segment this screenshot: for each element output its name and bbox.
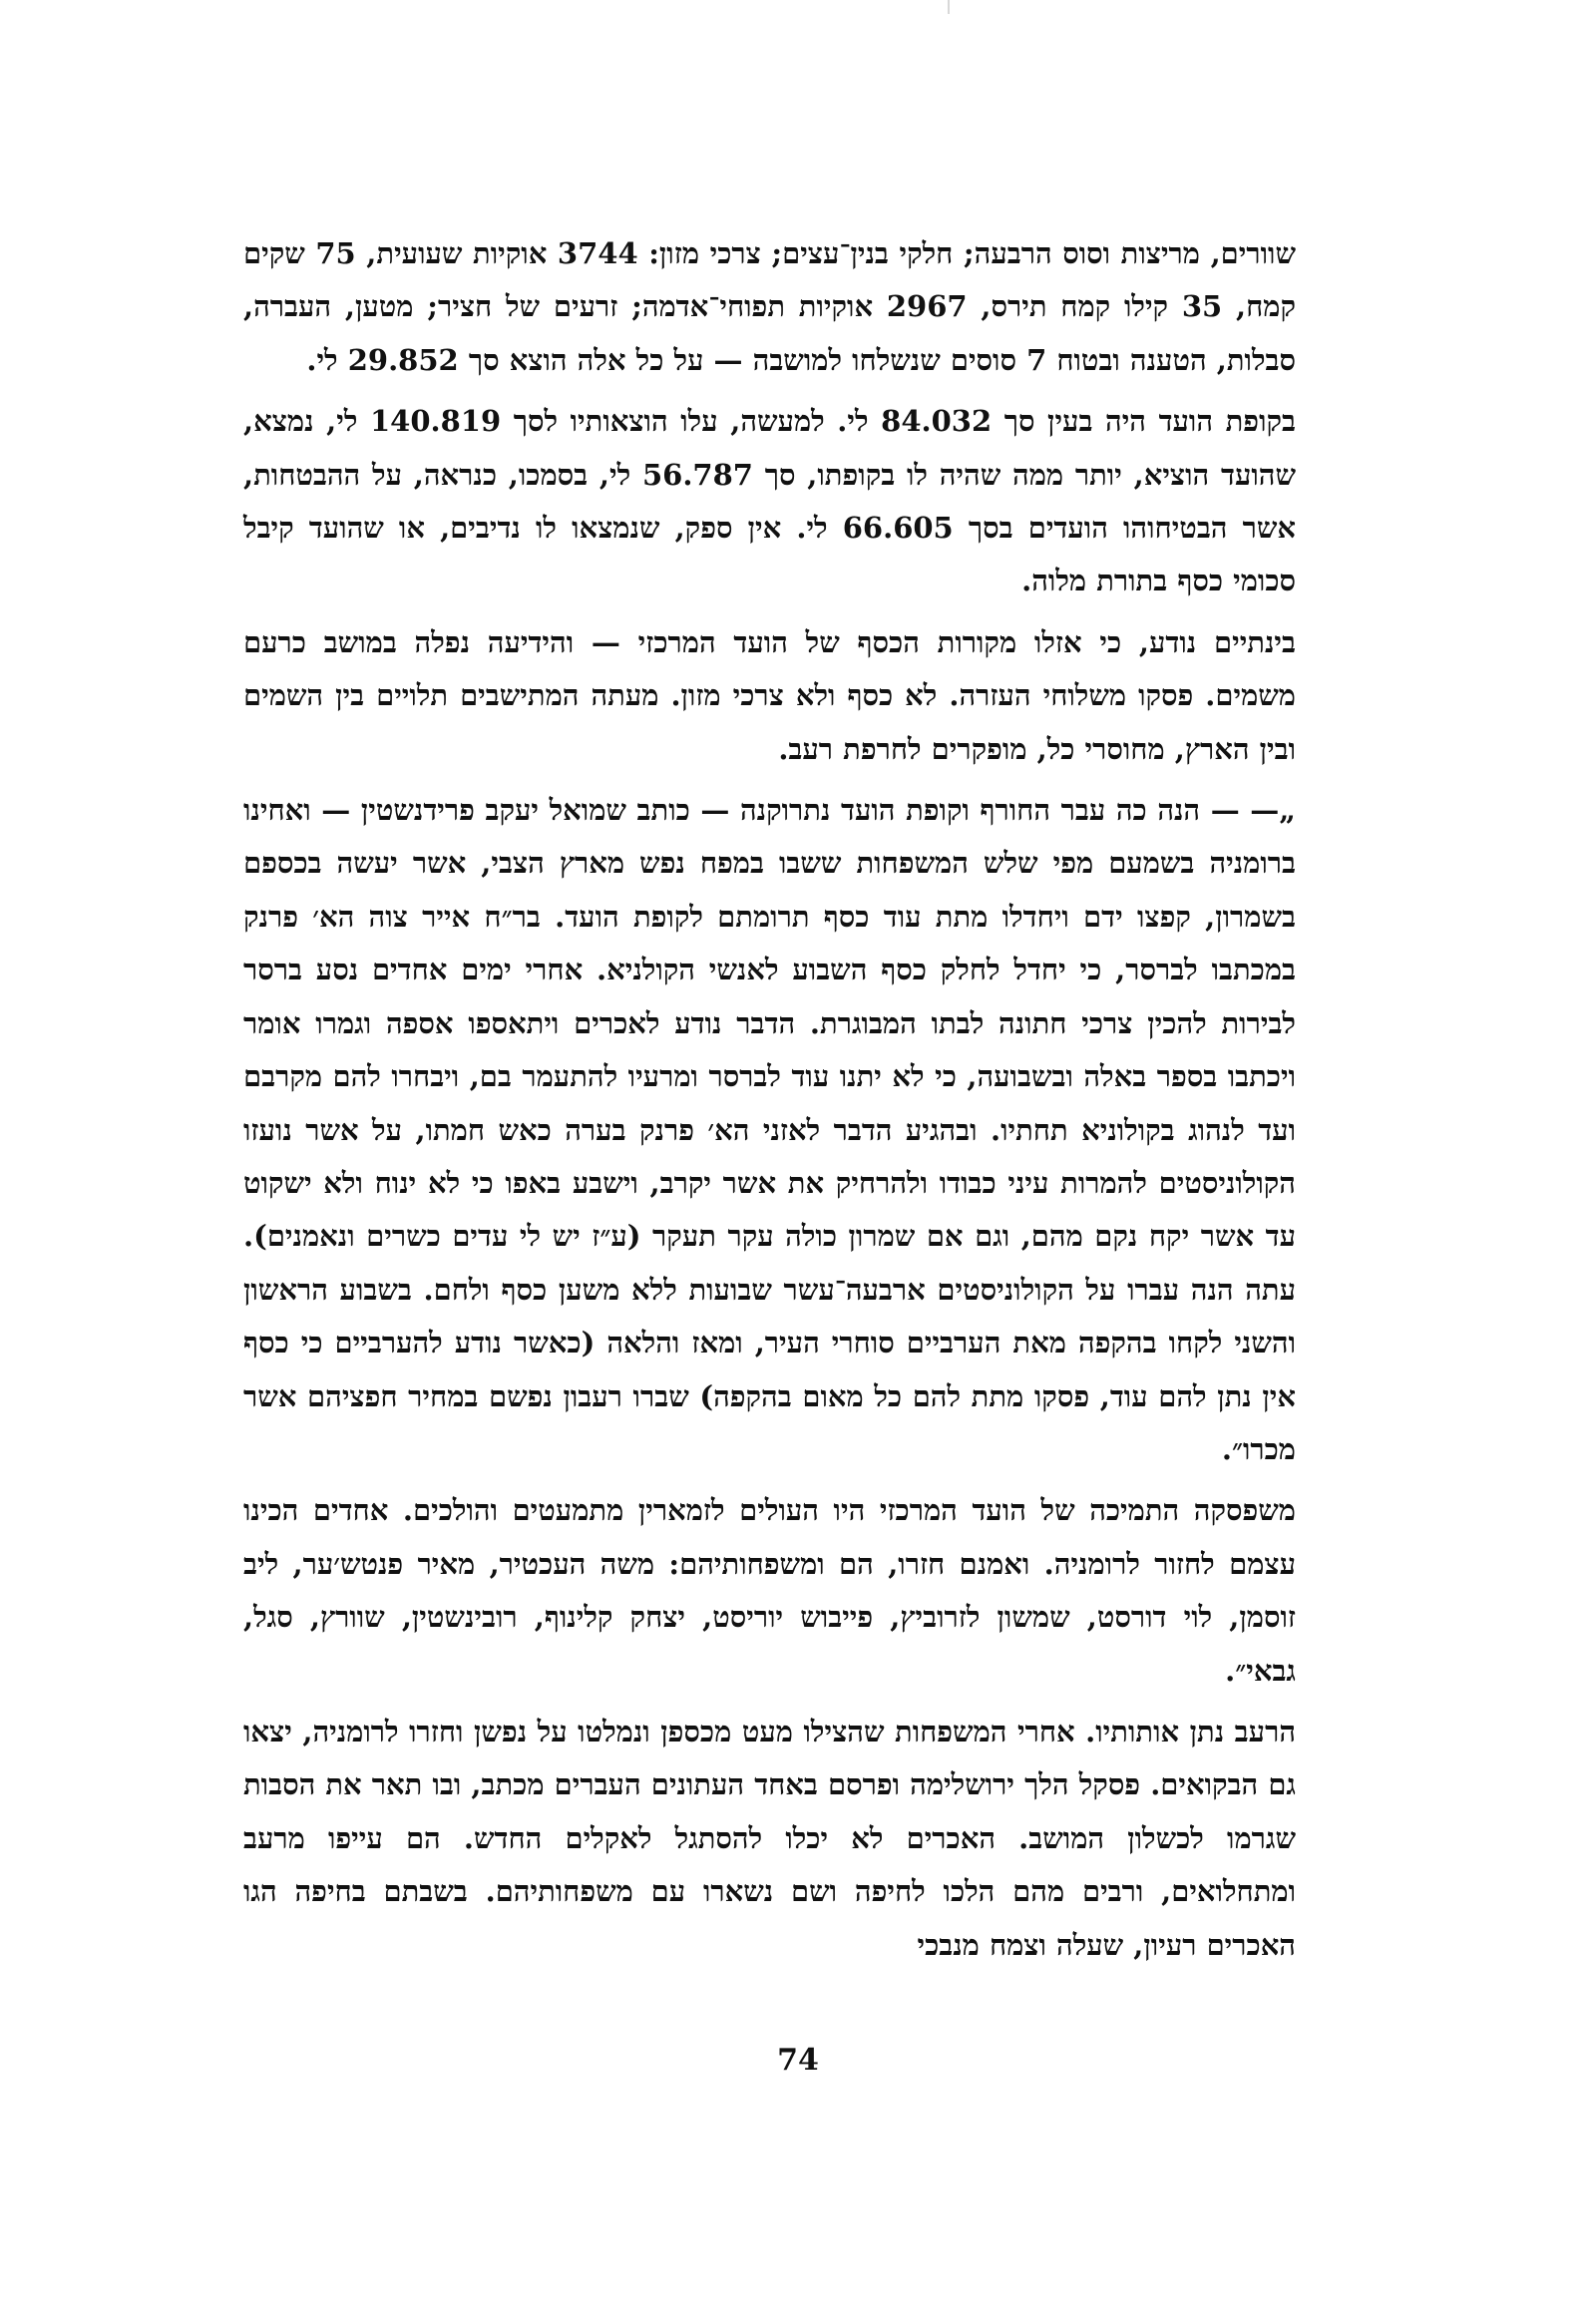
body-text [243,227,1296,1972]
paragraph-1: שוורים, מריצות וסוס הרבעה; חלקי בנין־עצים; צרכי מזון: 3744 אוקיות שעועית, 75 שקים קמח, 35 קילו קמח תירס, 2967 אוקיות תפוחי־אדמה; זרעים של חציר; מטען, העברה, סבלות, הטענה ובטוח 7 סוסים שנשלחו למושבה — על כל אלה הוצא סך 29.852 לי. [243,236,1296,377]
paragraph-5: משפסקה התמיכה של הועד המרכזי היו העולים לזמארין מתמעטים והולכים. אחדים הכינו עצמם לחזור לרומניה. ואמנם חזרו, הם ומשפחותיהם: משה העכטיר, מאיר פנטש׳ער, ליב זוסמן, לוי דורסט, שמשון לזרוביץ, פייבוש יוריסט, יצחק קלינוף, רובינשטין, שוורץ, סגל, גבאי״. [243,1493,1296,1688]
paragraph-2: בקופת הועד היה בעין סך 84.032 לי. למעשה, עלו הוצאותיו לסך 140.819 לי, נמצא, שהועד הוציא, יותר ממה שהיה לו בקופתו, סך 56.787 לי, בסמכו, כנראה, על ההבטחות, אשר הבטיחוהו הועדים בסך 66.605 לי. אין ספק, שנמצאו לו נדיבים, או שהועד קיבל סכומי כסף בתורת מלוה. [243,404,1296,598]
page-number: 74 [777,2043,819,2078]
paragraph-4-quote: „— — הנה כה עבר החורף וקופת הועד נתרוקנה — כותב שמואל יעקב פרידנשטין — ואחינו ברומניה בשמעם מפי שלש המשפחות ששבו במפח נפש מארץ הצבי, אשר יעשה בכספם בשמרון, קפצו ידם ויחדלו מתת עוד כסף תרומתם לקופת הועד. בר״ח אייר צוה הא׳ פרנק במכתבו לברסר, כי יחדל לחלק כסף השבוע לאנשי הקולניא. אחרי ימים אחדים נסע ברסר לבירות להכין צרכי חתונה לבתו המבוגרת. הדבר נודע לאכרים ויתאספו אספה וגמרו אומר ויכתבו בספר באלה ובשבועה, כי לא יתנו עוד לברסר ומרעיו להתעמר בם, ויבחרו להם מקרבם ועד לנהוג בקולוניא תחתיו. ובהגיע הדבר לאזני הא׳ פרנק בערה כאש חמתו, על אשר נועזו הקולוניסטים להמרות עיני כבודו ולהרחיק את אשר יקרב, וישבע באפו כי לא ינוח ולא ישקוט עד אשר יקח נקם מהם, וגם אם שמרון כולה עקר תעקר (ע״ז יש לי עדים כשרים ונאמנים). עתה הנה עברו על הקולוניסטים ארבעה־עשר שבועות ללא משען כסף ולחם. בשבוע הראשון והשני לקחו בהקפה מאת הערביים סוחרי העיר, ומאז והלאה (כאשר נודע להערביים כי כסף אין נתן להם עוד, פסקו מתת להם כל מאום בהקפה) שברו רעבון נפשם במחיר חפציהם אשר מכרו״. [243,793,1296,1466]
scan-edge-mark [948,0,950,14]
paragraph-3: בינתיים נודע, כי אזלו מקורות הכסף של הועד המרכזי — והידיעה נפלה במושב כרעם משמים. פסקו משלוחי העזרה. לא כסף ולא צרכי מזון. מעתה המתישבים תלויים בין השמים ובין הארץ, מחוסרי כל, מופקרים לחרפת רעב. [243,624,1296,766]
paragraph-6: הרעב נתן אותותיו. אחרי המשפחות שהצילו מעט מכספן ונמלטו על נפשן וחזרו לרומניה, יצאו גם הבקואים. פסקל הלך ירושלימה ופרסם באחד העתונים העברים מכתב, ובו תאר את הסבות שגרמו לכשלון המושב. האכרים לא יכלו להסתגל לאקלים החדש. הם עייפו מרעב ומתחלואים, ורבים מהם הלכו לחיפה ושם נשארו עם משפחותיהם. בשבתם בחיפה הגו האכרים רעיון, שעלה וצמח מנבכי [243,1714,1296,1962]
